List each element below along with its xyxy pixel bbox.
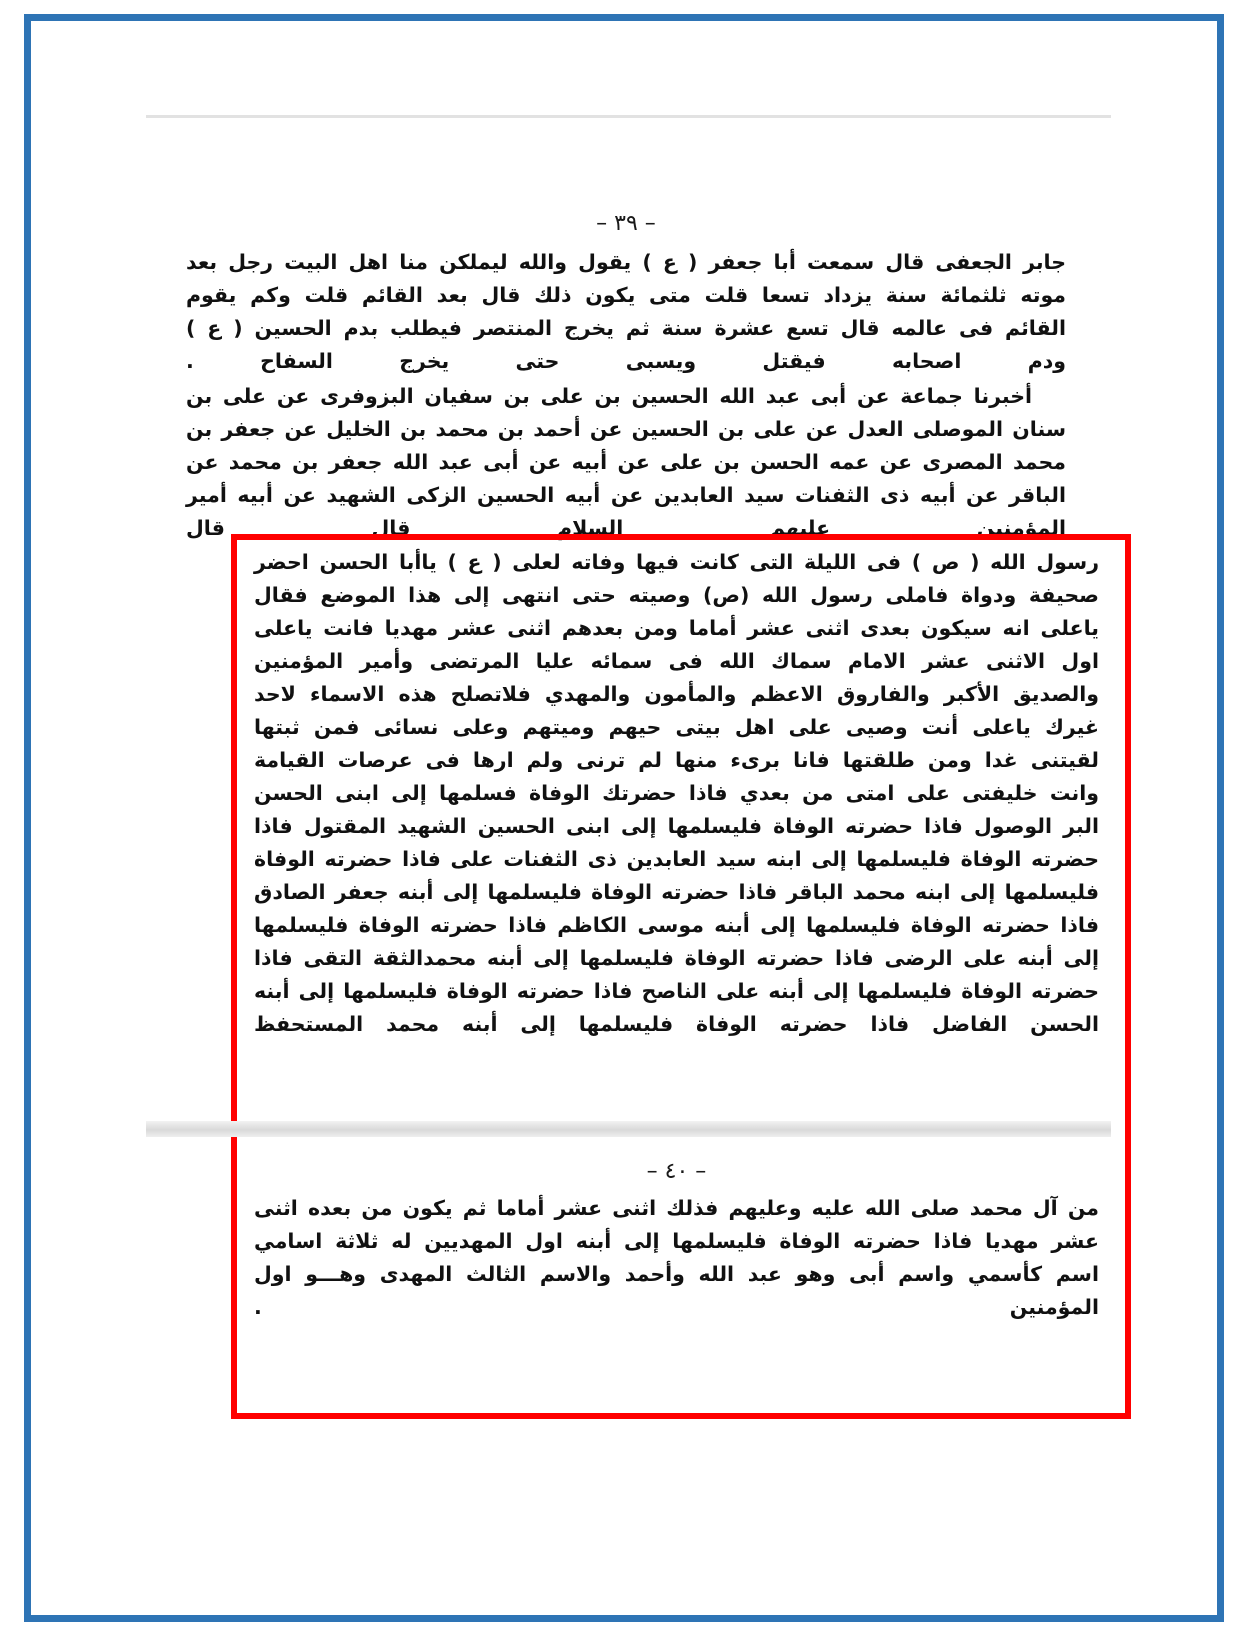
section-40-body — [254, 1192, 1099, 1324]
highlighted-body — [254, 546, 1099, 1041]
document-border-frame — [24, 14, 1224, 1622]
page-separator-band — [146, 1121, 1111, 1137]
paragraph: أخبرنا جماعة عن أبى عبد الله الحسين بن على بن سفيان البزوفرى عن على بن سنان الموصلى العدل عن على بن الحسين عن أحمد بن محمد بن الخليل عن جعفر بن محمد المصرى عن عمه الحسن بن على عن أبيه عن أبى عبد الله جعفر بن محمد عن الباقر عن أبيه ذى الثفنات سيد العابدين عن أبيه الحسين الزكى الشهيد عن أبيه أمير المؤمنين عليهم السلام قال قال — [186, 384, 1066, 540]
section-39 — [186, 211, 1066, 547]
section-39-body — [186, 246, 1066, 545]
section-40 — [254, 1159, 1099, 1326]
page-top-rule — [146, 115, 1111, 118]
paragraph: من آل محمد صلى الله عليه وعليهم فذلك اثنى عشر أماما ثم يكون من بعده اثنى عشر مهديا فاذا حضرته الوفاة فليسلمها إلى أبنه اول المهديين له ثلاثة اسامي اسم كأسمي واسم أبى وهو عبد الله وأحمد والاسم الثالث المهدى وهـــو اول المؤمنين . — [254, 1196, 1099, 1319]
paragraph: جابر الجعفى قال سمعت أبا جعفر ( ع ) يقول والله ليملكن منا اهل البيت رجل بعد موته ثلثمائة سنة يزداد تسعا قلت متى يكون ذلك قال بعد القائم قلت وكم يقوم القائم فى عالمه قال تسع عشرة سنة ثم يخرج المنتصر فيطلب بدم الحسين ( ع ) ودم اصحابه فيقتل ويسبى حتى يخرج السفاح . — [186, 250, 1066, 373]
page-number-39: – ٣٩ – — [596, 211, 656, 236]
paragraph: رسول الله ( ص ) فى الليلة التى كانت فيها وفاته لعلى ( ع ) ياأبا الحسن احضر صحيفة ودواة فاملى رسول الله (ص) وصيته حتى انتهى إلى هذا الموضع فقال ياعلى انه سيكون بعدى اثنى عشر أماما ومن بعدهم اثنى عشر مهديا فانت ياعلى اول الاثنى عشر الامام سماك الله فى سمائه عليا المرتضى وأمير المؤمنين والصديق الأكبر والفاروق الاعظم والمأمون والمهدي فلاتصلح هذه الاسماء لاحد غيرك ياعلى أنت وصيى على اهل بيتى حيهم وميتهم وعلى نسائى فمن ثبتها لقيتنى غدا ومن طلقتها فانا برىء منها لم ترنى ولم ارها فى عرصات القيامة وانت خليفتى على امتى من بعدي فاذا حضرتك الوفاة فسلمها إلى ابنى الحسن البر الوصول فاذا حضرته الوفاة فليسلمها إلى ابنى الحسين الشهيد المقتول فاذا حضرته الوفاة فليسلمها إلى ابنه سيد العابدين ذى الثفنات على فاذا حضرته الوفاة فليسلمها إلى ابنه محمد الباقر فاذا حضرته الوفاة فليسلمها إلى أبنه جعفر الصادق فاذا حضرته الوفاة فليسلمها إلى أبنه موسى الكاظم فاذا حضرته الوفاة فليسلمها إلى أبنه على الرضى فاذا حضرته الوفاة فليسلمها إلى أبنه محمدالثقة التقى فاذا حضرته الوفاة فليسلمها إلى أبنه على الناصح فاذا حضرته الوفاة فليسلمها إلى أبنه الحسن الفاضل فاذا حضرته الوفاة فليسلمها إلى أبنه محمد المستحفظ — [254, 550, 1099, 1036]
scanned-page — [91, 91, 1161, 1531]
page-number-40: – ٤٠ – — [646, 1159, 707, 1184]
highlighted-passage — [254, 546, 1099, 1043]
